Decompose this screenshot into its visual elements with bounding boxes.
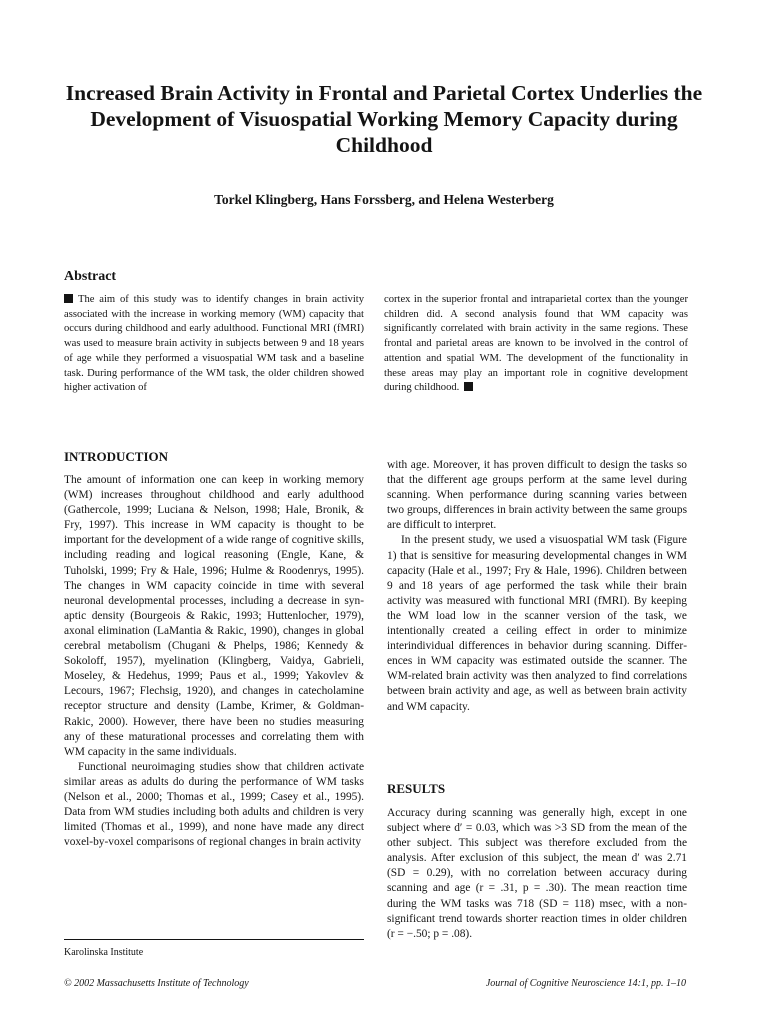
introduction-heading: INTRODUCTION	[64, 449, 169, 464]
abstract-column-right	[384, 293, 688, 396]
results-paragraph-1: Accuracy during scanning was generally high, except in one subject where d′ = 0.03, which was >3 SD from the mean of the other subject. This subject was therefore excluded from the analysis. After exclusion of this subject, the mean d′ was 2.71 (SD = 0.29), with no correlation between accuracy during scanning and age (r = .31, p = .30). The mean reaction time during the WM tasks was 718 (SD = 118) msec, with a non-significant trend towards shorter reaction times in older children (r = −.50; p = .08).	[387, 807, 687, 940]
abstract-heading: Abstract	[64, 269, 117, 284]
intro-paragraph-4: In the present study, we used a visuospatial WM task (Figure 1) that is sensitive for measuring developmental changes in WM capacity (Hale et al., 1997; Fry & Hale, 1996). Children between 9 and 18 years of age performed the task while their brain activity was measured with functional MRI (fMRI). By keeping the WM load low in the scanner version of the task, we intentionally created a ceiling effect in order to minimize interindividual differences in behavior during scanning. Differences in WM capacity was estimated outside the scanner. The WM-related brain activity was then analyzed to find correlations between brain activity and age, as well as between brain activity and WM capacity.	[387, 534, 687, 713]
abstract-text-left: The aim of this study was to identify changes in brain activity associated with the increase in working memory (WM) capacity that occurs during childhood and early adulthood. Functional MRI (fMRI) was used to measure brain activity in subjects between 9 and 18 years of age while they performed a visuospatial WM task and a baseline task. During performance of the WM task, the older children showed higher activation of	[64, 294, 364, 394]
intro-paragraph-2: Functional neuroimaging studies show that children activate similar areas as adults do during the performance of WM tasks (Nelson et al., 2000; Thomas et al., 1999; Casey et al., 1995). Data from WM studies including both adults and children is very limited (Thomas et al., 1999), and none have made any direct voxel-by-voxel comparisons of regional changes in brain activity	[64, 760, 364, 849]
abstract-column-left	[64, 293, 364, 396]
introduction-column-right	[387, 458, 687, 715]
square-end-icon	[464, 382, 473, 391]
journal-citation: Journal of Cognitive Neuroscience 14:1, pp. 1–10	[485, 978, 686, 989]
results-column	[387, 806, 687, 942]
footnote-divider	[64, 939, 364, 940]
abstract-text-right: cortex in the superior frontal and intraparietal cortex than the younger children did. A second analysis found that WM capacity was significantly correlated with brain activity in the same regions. These frontal and parietal areas are known to be involved in the control of attention and spatial WM. The development of the functionality in these areas may play an important role in cognitive development during childhood.	[384, 294, 688, 394]
copyright-notice: © 2002 Massachusetts Institute of Technology	[64, 978, 249, 989]
introduction-column-left	[64, 473, 364, 850]
intro-paragraph-3: with age. Moreover, it has proven difficult to design the tasks so that the different age groups perform at the same level during scanning. When performance during scanning varies between two groups, differences in brain activity between the same groups are difficult to interpret.	[387, 459, 687, 532]
intro-paragraph-1: The amount of information one can keep in working memory (WM) increases throughout childhood and early adulthood (Gathercole, 1999; Luciana & Nelson, 1998; Hale, Bronik, & Fry, 1997). This increase in WM capacity is thought to be important for the development of a wide range of cognitive skills, including reading and logical reasoning (Engle, Kane, & Tuholski, 1999; Fry & Hale, 1996; Hulme & Roodenrys, 1995). The changes in WM capacity coincide in time with several neuronal developmental processes, including a decrease in synaptic density (Bourgeois & Rakic, 1993; Huttenlocher, 1979), axonal elimination (LaMantia & Rakic, 1990), changes in global cerebral metabolism (Chugani & Phelps, 1986; Kennedy & Sokoloff, 1957), myelination (Klingberg, Vaidya, Gabrieli, Moseley, & Hedehus, 1999; Paus et al., 1999; Yakovlev & Lecours, 1967; Flechsig, 1920), and changes in catecholamine receptor structure and density (Lambe, Krimer, & Goldman-Rakic, 2000). However, there have been no studies measuring any of these maturational processes and correlating them with WM capacity in the same individuals.	[64, 474, 364, 758]
results-heading: RESULTS	[387, 781, 446, 796]
paper-title: Increased Brain Activity in Frontal and Parietal Cortex Underlies the Development of Visuospatial Working Memory Capacity during Childhood	[65, 81, 703, 157]
author-list: Torkel Klingberg, Hans Forssberg, and Helena Westerberg	[214, 192, 554, 207]
affiliation: Karolinska Institute	[64, 947, 144, 958]
square-bullet-icon	[64, 294, 73, 303]
